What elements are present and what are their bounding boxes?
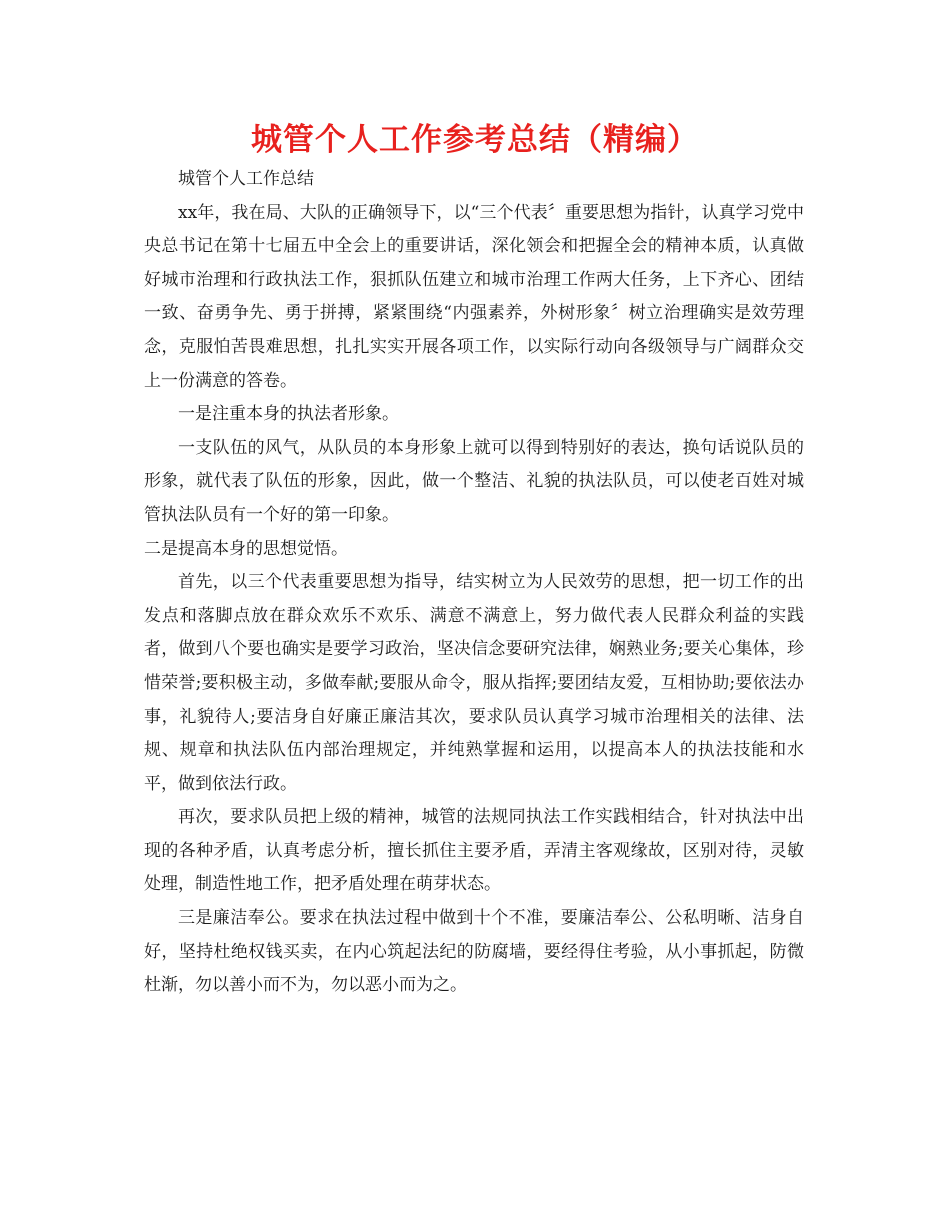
section-heading-3: 三是廉洁奉公。要求在执法过程中做到十个不准，要廉洁奉公、公私明晰、洁身自好，坚持杜绝权钱买卖，在内心筑起法纪的防腐墙，要经得住考验，从小事抓起，防微杜渐，勿以善小而不为，勿以恶小而为之。 — [144, 908, 804, 996]
subtitle-paragraph: 城管个人工作总结 — [178, 169, 314, 189]
body-paragraph: 再次，要求队员把上级的精神，城管的法规同执法工作实践相结合，针对执法中出现的各种矛盾，认真考虑分析，擅长抓住主要矛盾，弄清主客观缘故，区别对待，灵敏处理，制造性地工作，把矛盾处理在萌芽状态。 — [144, 807, 804, 895]
body-paragraph: 首先，以三个代表重要思想为指导，结实树立为人民效劳的思想，把一切工作的出发点和落脚点放在群众欢乐不欢乐、满意不满意上，努力做代表人民群众利益的实践者，做到八个要也确实是要学习政治，坚决信念要研究法律，娴熟业务;要关心集体，珍惜荣誉;要积极主动，多做奉献;要服从命令，服从指挥;要团结友爱，互相协助;要依法办事，礼貌待人;要洁身自好廉正廉洁其次，要求队员认真学习城市治理相关的法律、法规、规章和执法队伍内部治理规定，并纯熟掌握和运用，以提高本人的执法技能和水平，做到依法行政。 — [144, 572, 804, 794]
section-heading-1: 一是注重本身的执法者形象。 — [178, 404, 399, 425]
intro-paragraph: xx年，我在局、大队的正确领导下，以“三个代表〞重要思想为指针，认真学习党中央总书记在第十七届五中全会上的重要讲话，深化领会和把握全会的精神本质，认真做好城市治理和行政执法工作，狠抓队伍建立和城市治理工作两大任务，上下齐心、团结一致、奋勇争先、勇于拼搏，紧紧围绕“内强素养，外树形象〞树立治理确实是效劳理念，克服怕苦畏难思想，扎扎实实开展各项工作，以实际行动向各级领导与广阔群众交上一份满意的答卷。 — [144, 202, 804, 391]
body-paragraph: 一支队伍的风气，从队员的本身形象上就可以得到特别好的表达，换句话说队员的形象，就代表了队伍的形象，因此，做一个整洁、礼貌的执法队员，可以使老百姓对城管执法队员有一个好的第一印象。 — [144, 437, 804, 525]
section-heading-2: 二是提高本身的思想觉悟。 — [144, 538, 348, 559]
document-title: 城管个人工作参考总结（精编） — [251, 122, 699, 158]
document-body — [144, 163, 804, 1003]
